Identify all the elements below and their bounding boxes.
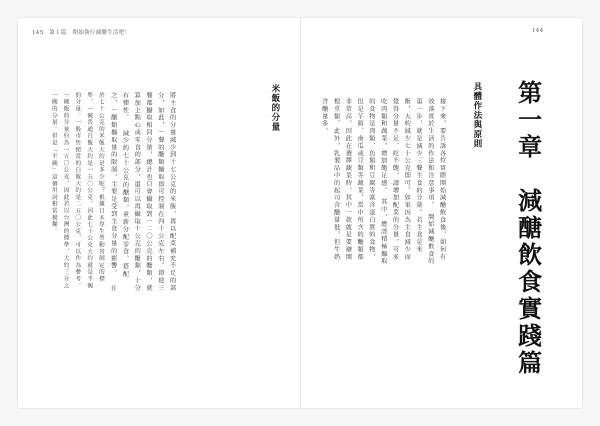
rice-paragraph-3: 在於七十公克的米飯大約是多少呢？根據日本厚生勞動省制定的標準，一碗普通白飯大約是一五〇公克，因此七十公克大約就是半碗的分量。一般市售便當的白飯大約是二五〇公克，可以作為參考。一碗飯的分量約為一五〇公克，因此若以台灣的標準，大約三分之一碗的分量。但是「半碗」這個用詞相當模糊。	[50, 92, 116, 293]
book-spread	[18, 18, 582, 408]
left-page-header: 145 第１篇 開始執行減醣生活吧！	[32, 30, 131, 36]
rice-paragraph-2: 減少約七十公克的醣類，重新分配零食、搭配之，一醣類攝取量的限制，主要是受到主食分量的影響。	[109, 92, 129, 278]
rice-paragraph-1: 將主食的分量減少到十七公克的米飯，再以配菜補充不足的部分，如此，一餐的醣類攝取即可控制在四十公克左右。即使三餐都攝取相同分量，總計也只會攝取到一二〇公克的醣類，就算加上點心或零食的部分，還可以再攝取十公克的醣類，十分有彈性。	[121, 92, 176, 292]
rice-paragraphs	[48, 92, 178, 292]
principles-paragraph: 接下來，要告訴各位實際開始減醣飲食後，如何有效落實於生活的作法和注意事項。 開始減醣飲食的第一步，就是減少三餐主食的分量。若主食是米飯，大約減少七十公克即可。如果因為主食減少而覺得分量不足、吃不飽，請增加配菜的分量，可多吃肉類和蔬菜，增加飽足感。 其中，應該積極攝取的食物是肉類、魚類和豆腐等富含蛋白質的食物，但是芋頭、南瓜或豆類等蔬菜，當中所含的醣類都非常高，因此在選擇蔬菜時，其中一款就是要避開根莖類。此外，乳製品中的起司含醣量低，但牛奶含醣量多。	[320, 98, 446, 266]
right-page-number: 144	[532, 28, 544, 34]
chapter-title: 第一章 減醣飲食實踐篇	[513, 80, 542, 377]
section-heading-principles: 具體作法與原則	[471, 82, 482, 149]
section-heading-rice: 米飯的分量	[269, 84, 280, 132]
page-gutter	[300, 18, 301, 408]
